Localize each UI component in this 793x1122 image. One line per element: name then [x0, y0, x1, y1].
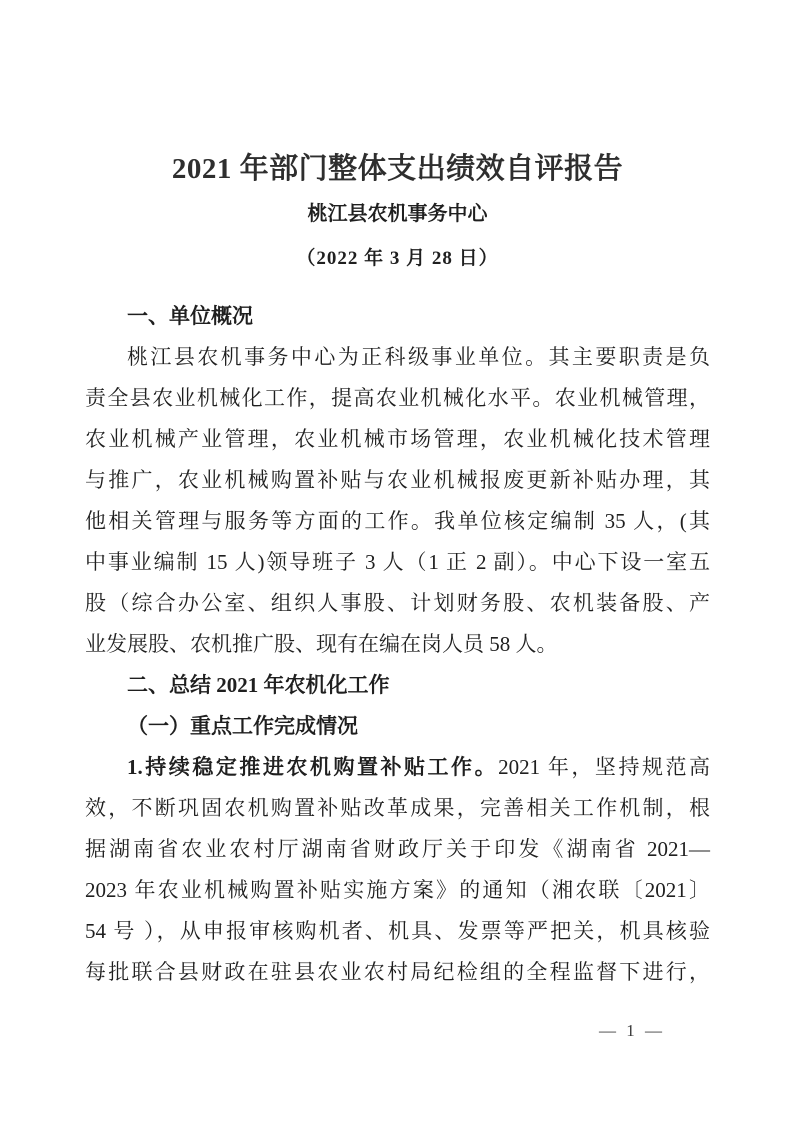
paragraph-unit-overview: [85, 337, 710, 624]
text-line: 效，不断巩固农机购置补贴改革成果，完善相关工作机制，根: [85, 796, 710, 820]
text-line: 责全县农业机械化工作，提高农业机械化水平。农业机械管理，: [85, 386, 710, 410]
text-line: 桃江县农机事务中心为正科级事业单位。其主要职责是负: [127, 345, 710, 369]
section-heading-unit-overview: 一、单位概况: [127, 304, 253, 328]
text-line: 与推广，农业机械购置补贴与农业机械报废更新补贴办理，其: [85, 468, 710, 492]
text-line: 中事业编制 15 人)领导班子 3 人（1 正 2 副）。中心下设一室五: [85, 550, 710, 574]
text-line: [85, 747, 710, 788]
text-line: 每批联合县财政在驻县农业农村局纪检组的全程监督下进行，: [85, 960, 710, 984]
item1-bold-lead: 1.持续稳定推进农机购置补贴工作。: [127, 755, 499, 779]
subsection-heading-key-work: （一）重点工作完成情况: [127, 714, 358, 738]
text-line: 股（综合办公室、组织人事股、计划财务股、农机装备股、产: [85, 591, 710, 615]
section-heading-2021-summary: 二、总结 2021 年农机化工作: [127, 673, 390, 697]
document-title: 2021 年部门整体支出绩效自评报告: [171, 153, 624, 185]
text-line: 农业机械产业管理，农业机械市场管理，农业机械化技术管理: [85, 427, 710, 451]
page-number: — 1 —: [599, 1021, 665, 1040]
document-date: （2022 年 3 月 28 日）: [296, 248, 499, 269]
text-line: 业发展股、农机推广股、现有在编在岗人员 58 人。: [85, 632, 558, 656]
text-line: 据湖南省农业农村厅湖南省财政厅关于印发《湖南省 2021—: [85, 837, 710, 861]
document-body: [85, 296, 710, 993]
text-line: 54 号 ），从申报审核购机者、机具、发票等严把关，机具核验: [85, 919, 710, 943]
paragraph-subsidy-work: [85, 788, 710, 993]
text-line: 他相关管理与服务等方面的工作。我单位核定编制 35 人，(其: [85, 509, 710, 533]
page-content: [85, 0, 710, 993]
text-line: 2023 年农业机械购置补贴实施方案》的通知（湘农联〔2021〕: [85, 878, 710, 902]
document-author: 桃江县农机事务中心: [307, 203, 488, 225]
item1-first-line-rest: 2021 年，坚持规范高: [498, 755, 711, 779]
